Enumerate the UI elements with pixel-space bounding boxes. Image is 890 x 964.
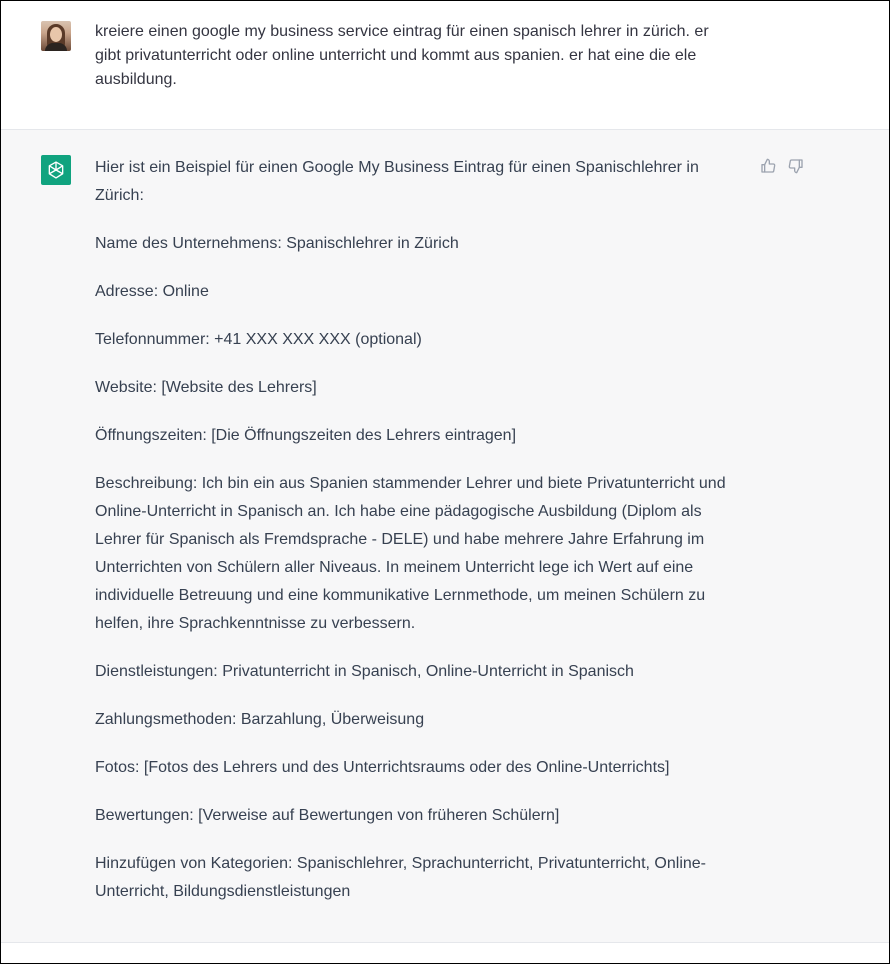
phone-line: Telefonnummer: +41 XXX XXX XXX (optional) xyxy=(95,331,422,348)
assistant-message-content xyxy=(95,154,745,926)
description-paragraph: Beschreibung: Ich bin ein aus Spanien stammender Lehrer und biete Privatunterricht und Online-Unterricht in Spanisch an. Ich habe eine pädagogische Ausbildung (Diplom als Lehrer für Spanisch als Fremdsprache - DELE) und habe mehrere Jahre Erfahrung im Unterrichten von Schülern aller Niveaus. In meinem Unterricht lege ich Wert auf eine individuelle Betreuung und eine kommunikative Lernmethode, um meinen Schülern zu helfen, ihre Sprachkenntnisse zu verbessern. xyxy=(95,475,726,632)
user-avatar xyxy=(41,21,71,51)
bottom-strip xyxy=(1,943,889,963)
photos-line: Fotos: [Fotos des Lehrers und des Unterrichtsraums oder des Online-Unterrichts] xyxy=(95,759,670,776)
categories-line: Hinzufügen von Kategorien: Spanischlehrer, Sprachunterricht, Privatunterricht, Online-Unterricht, Bildungsdienstleistungen xyxy=(95,855,706,900)
openai-logo-icon xyxy=(41,155,71,185)
assistant-message-row xyxy=(1,130,889,943)
feedback-buttons xyxy=(759,157,805,175)
thumbs-down-icon[interactable] xyxy=(787,157,805,175)
payment-methods-line: Zahlungsmethoden: Barzahlung, Überweisung xyxy=(95,711,425,728)
thumbs-up-icon[interactable] xyxy=(759,157,777,175)
address-line: Adresse: Online xyxy=(95,283,209,300)
services-line: Dienstleistungen: Privatunterricht in Spanisch, Online-Unterricht in Spanisch xyxy=(95,663,634,680)
user-message-text: kreiere einen google my business service eintrag für einen spanisch lehrer in zürich. er gibt privatunterricht oder online unterricht und kommt aus spanien. er hat eine die ele ausbildung. xyxy=(95,23,709,88)
opening-hours-line: Öffnungszeiten: [Die Öffnungszeiten des Lehrers eintragen] xyxy=(95,427,517,444)
business-name-line: Name des Unternehmens: Spanischlehrer in Zürich xyxy=(95,235,459,252)
intro-paragraph: Hier ist ein Beispiel für einen Google My Business Eintrag für einen Spanischlehrer in Zürich: xyxy=(95,159,699,204)
website-line: Website: [Website des Lehrers] xyxy=(95,379,317,396)
reviews-line: Bewertungen: [Verweise auf Bewertungen von früheren Schülern] xyxy=(95,807,560,824)
user-message-row xyxy=(1,1,889,130)
